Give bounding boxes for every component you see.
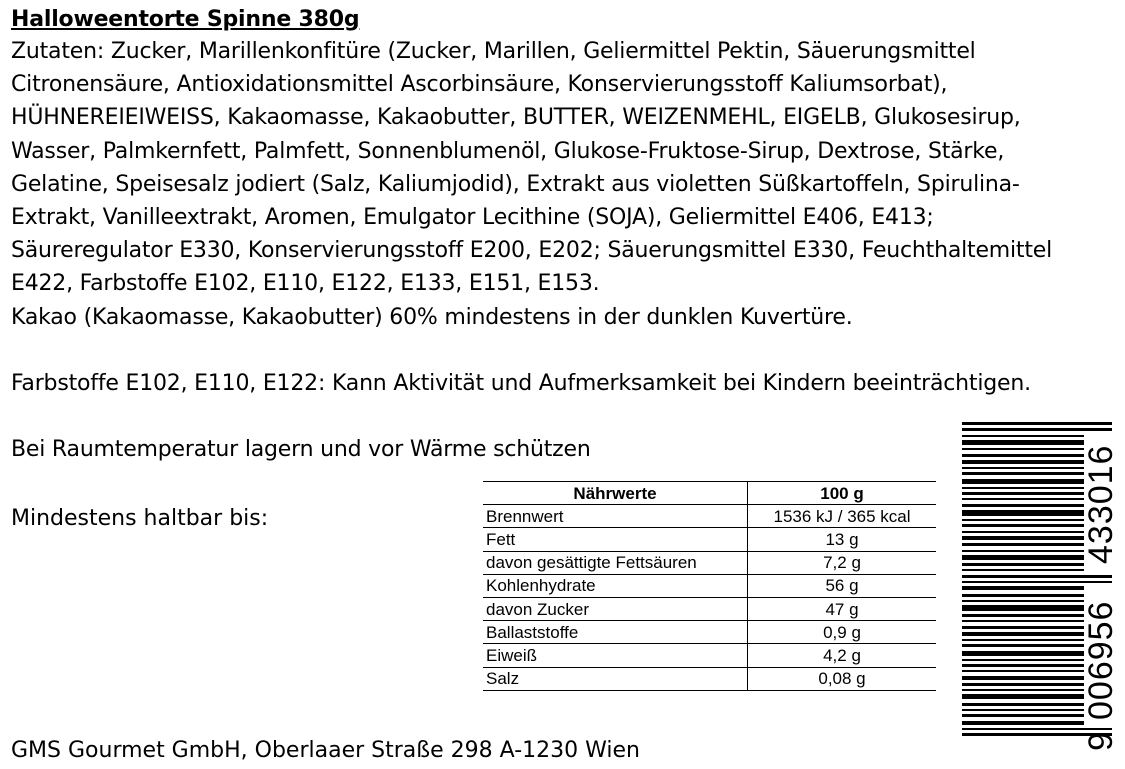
barcode-bar (962, 644, 1084, 647)
barcode-bar (962, 524, 1084, 527)
table-row (483, 551, 936, 574)
nutrient-name: Eiweiß (483, 644, 748, 667)
barcode-bar (962, 639, 1084, 641)
barcode-bar (962, 467, 1084, 469)
nutrient-value: 4,2 g (748, 644, 937, 667)
nutrient-name: davon gesättigte Fettsäuren (483, 551, 748, 574)
barcode-bar (962, 472, 1084, 475)
table-row (483, 528, 936, 551)
ingredients-line: Säureregulator E330, Konservierungsstoff E200, E202; Säuerungsmittel E330, Feuchthaltemittel (11, 238, 1053, 264)
barcode-bar (962, 435, 1084, 437)
ingredients-line: Extrakt, Vanilleextrakt, Aromen, Emulgator Lecithine (SOJA), Geliermittel E406, E413; (11, 205, 934, 231)
barcode-bar (962, 581, 1112, 583)
barcode-bar (962, 694, 1084, 699)
nutrient-name: Kohlenhydrate (483, 574, 748, 597)
ingredients-line: Zutaten: Zucker, Marillenkonfitüre (Zucker, Marillen, Geliermittel Pektin, Säuerungsmittel (11, 39, 976, 64)
barcode-bar (962, 709, 1084, 711)
barcode-bar (962, 479, 1084, 484)
barcode-bar (962, 510, 1084, 516)
colorant-warning: Farbstoffe E102, E110, E122: Kann Aktivität und Aufmerksamkeit bei Kindern beeinträchtigen. (11, 371, 1031, 397)
table-row (483, 667, 936, 690)
barcode-bar (962, 594, 1084, 597)
nutrient-value: 47 g (748, 597, 937, 620)
barcode-bar (962, 448, 1084, 450)
nutrient-value: 7,2 g (748, 551, 937, 574)
ingredients-block (11, 35, 1091, 334)
table-row (483, 644, 936, 667)
barcode-bar (962, 454, 1084, 457)
barcode-bar (962, 626, 1084, 629)
nutrient-name: davon Zucker (483, 597, 748, 620)
ingredients-line: E422, Farbstoffe E102, E110, E122, E133, E151, E153. (11, 271, 600, 297)
barcode-bar (962, 600, 1084, 602)
barcode-bar (962, 550, 1084, 552)
best-before-label: Mindestens haltbar bis: (11, 506, 269, 531)
barcode-bar (962, 605, 1084, 611)
barcode-bar (962, 659, 1084, 661)
barcode-bar (962, 531, 1084, 533)
nutrient-value: 56 g (748, 574, 937, 597)
nutrition-table (483, 481, 936, 691)
barcode-bar (962, 676, 1084, 680)
barcode-bar (962, 569, 1084, 571)
barcode-digits-group2: 433016 (1082, 444, 1120, 564)
storage-instruction: Bei Raumtemperatur lagern und vor Wärme schützen (11, 437, 591, 463)
barcode-bar (962, 519, 1084, 521)
barcode-bar (962, 714, 1084, 717)
nutrient-value: 1536 kJ / 365 kcal (748, 505, 937, 528)
barcode-bar (962, 498, 1084, 500)
barcode-bar (962, 563, 1084, 566)
table-row (483, 597, 936, 620)
barcode-bar (962, 575, 1112, 578)
barcode-bar (962, 555, 1084, 560)
nutrient-name: Brennwert (483, 505, 748, 528)
barcode-bar (962, 543, 1084, 546)
barcode-digit-first: 9 (1082, 732, 1120, 751)
barcode-bar (962, 670, 1084, 672)
barcode-bar (962, 422, 1112, 425)
cocoa-content-line: Kakao (Kakaomasse, Kakaobutter) 60% mindestens in der dunklen Kuvertüre. (11, 304, 853, 330)
barcode-digits-group1: 006956 (1082, 600, 1120, 720)
barcode-bar (962, 651, 1084, 656)
manufacturer-address: GMS Gourmet GmbH, Oberlaaer Straße 298 A-1230 Wien (11, 738, 640, 763)
barcode-bar (962, 703, 1084, 706)
barcode-bar (962, 536, 1084, 540)
nutrient-value: 0,08 g (748, 667, 937, 690)
barcode-bar (962, 487, 1084, 489)
barcode-bar (962, 721, 1084, 725)
barcode-bar (962, 632, 1084, 636)
barcode-bar (962, 586, 1084, 590)
table-row (483, 574, 936, 597)
ingredients-line: Gelatine, Speisesalz jodiert (Salz, Kaliumjodid), Extrakt aus violetten Süßkartoffeln, Spirulina- (11, 171, 1020, 197)
barcode-bar (962, 492, 1084, 495)
nutrient-name: Salz (483, 667, 748, 690)
barcode-bar (962, 689, 1084, 691)
nutrition-header-name: Nährwerte (483, 482, 748, 505)
table-row (483, 505, 936, 528)
spacer (11, 334, 1091, 367)
barcode-bar (962, 728, 1112, 730)
nutrient-name: Ballaststoffe (483, 621, 748, 644)
nutrient-value: 13 g (748, 528, 937, 551)
barcode-bar (962, 428, 1112, 431)
ingredients-line: Wasser, Palmkernfett, Palmfett, Sonnenblumenöl, Glukose-Fruktose-Sirup, Dextrose, Stärke, (11, 138, 1005, 164)
spacer (11, 400, 1091, 433)
nutrient-value: 0,9 g (748, 621, 937, 644)
ingredients-line: Citronensäure, Antioxidationsmittel Ascorbinsäure, Konservierungsstoff Kaliumsorbat), (11, 72, 948, 98)
ingredients-line: HÜHNEREIEIWEISS, Kakaomasse, Kakaobutter, BUTTER, WEIZENMEHL, EIGELB, Glukosesirup, (11, 105, 1021, 131)
nutrition-header-row (483, 482, 936, 505)
nutrient-name: Fett (483, 528, 748, 551)
barcode-bar (962, 614, 1084, 617)
barcode-bar (962, 440, 1084, 445)
ean-barcode (962, 418, 1122, 753)
barcode-bar (962, 683, 1084, 686)
product-title: Halloweentorte Spinne 380g (11, 7, 360, 32)
table-row (483, 621, 936, 644)
barcode-bar (962, 620, 1084, 622)
barcode-bar (962, 504, 1084, 507)
barcode-bar (962, 664, 1084, 667)
barcode-bar (962, 460, 1084, 464)
product-label (11, 4, 1091, 467)
nutrition-header-value: 100 g (748, 482, 937, 505)
